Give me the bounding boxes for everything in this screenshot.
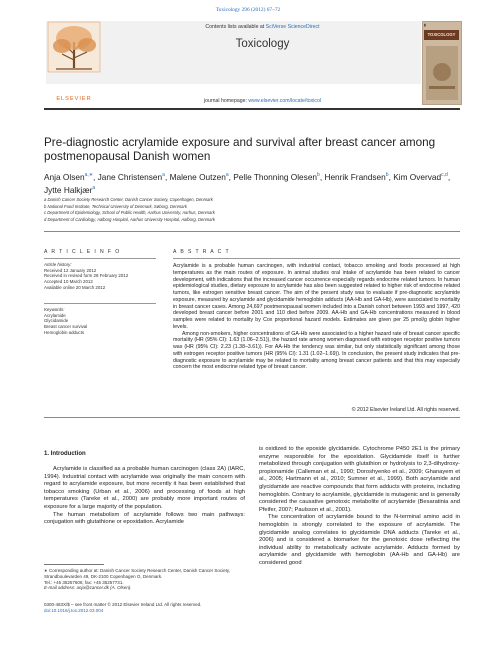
contents-line <box>104 24 421 30</box>
author-name: Malene Outzen <box>169 171 226 182</box>
author-affiliation-mark[interactable]: a <box>225 172 229 178</box>
keywords-rule <box>44 303 156 304</box>
affiliation-line: c Department of Epidemiology, School of Public Health, Aarhus University, Aarhus, Denmark <box>44 210 215 216</box>
abstract-paragraph: Among non-smokers, higher concentrations of GA-Hb were associated to a higher hazard rate of breast cancer specific mortality (HR (95% CI): 1.63 (1.06–2.51)), the hazard rate among women diagnosed with estrogen receptor positive tumors was (HR (95% CI): 2.23 (1.38–3.61)). For AA-Hb the tendency was similar, but only statistically significant among those with estrogen receptor positive tumors (HR (95% CI): 1.31 (1.02–1.69)). In conclusion, the present study indicates that pre-diagnostic exposure to acrylamide may be related to mortality among breast cancer patients and that this may especially concern the most endocrine related type of breast cancer. <box>173 330 460 371</box>
abstract-text <box>173 263 460 371</box>
journal-name: Toxicology <box>235 38 290 50</box>
body-column-right <box>259 446 460 568</box>
sciencedirect-link[interactable]: SciVerse ScienceDirect <box>265 24 320 30</box>
history-item: Received 12 January 2012 <box>44 267 97 273</box>
article-info-rule <box>44 258 156 259</box>
keywords-block <box>44 307 156 336</box>
author-affiliation-mark[interactable]: b <box>385 172 389 178</box>
history-item: Available online 20 March 2012 <box>44 284 106 290</box>
body-column-left <box>44 466 245 527</box>
footnote-line: ∗ Corresponding author at: Danish Cancer Society Research Center, Danish Cancer Society, Strandboulevarden 49, DK-2100 Copenhagen O, Denmark. <box>44 568 231 579</box>
elsevier-logo-text: ELSEVIER <box>56 96 92 102</box>
article-history <box>44 262 156 291</box>
history-item: Accepted 10 March 2012 <box>44 279 93 285</box>
cover-title: TOXICOLOGY <box>424 30 459 40</box>
author-name: Anja Olsen <box>44 171 85 182</box>
affiliation-line: b National Food Institute, Technical University of Denmark, Søborg, Denmark <box>44 203 187 209</box>
journal-homepage-link[interactable]: www.elsevier.com/locate/toxicol <box>248 98 322 104</box>
author-list: Anja Olsen$^{a,∗}$, Jane Christensen$^a$, Malene Outzen$^a$, Pelle Thonning Olesen$^b$, Henrik Frandsen$^b$, Kim Overvad$^{c,d}$, Jytte Halkjær$^a$ <box>44 171 451 195</box>
keyword-item: Hemoglobin adducts <box>44 329 85 335</box>
section-heading-introduction: 1. Introduction <box>44 451 86 457</box>
abstract-rule <box>173 258 460 259</box>
contents-prefix: Contents lists available at <box>205 24 266 30</box>
footnote-line: Tel.: +45 35257606; fax: +45 35257731. <box>44 579 124 585</box>
history-items <box>44 268 156 291</box>
keyword-item: Glycidamide <box>44 318 69 324</box>
body-paragraph: is oxidized to the epoxide glycidamide. Cytochrome P450 2E1 is the primary enzyme responsible for the epoxidation. Glycidamide itself is further metabolized through conjugation with glutathion or hydrolysis to 2,3-dihydroxy-propionamide (Calleman et al., 1990; Doroshyenko et al., 2009; Ghanayem et al., 2005; Hartmann et al., 2010; Sumner et al., 1999). Both acrylamide and glycidamide are reactive compounds that form adducts with proteins, including hemoglobin. Contrary to acrylamide, glycidamide is mutagenic and is generally considered the causative genotoxic metabolite of acrylamide (Besaratinia and Pfeifer, 2007; Paulsson et al., 2001). <box>259 446 460 513</box>
body-paragraph: The concentration of acrylamide bound to the N-terminal amino acid in hemoglobin is strongly correlated to the exposure of acrylamide. The glycidamide analog correlates to glycidamide DNA adducts (Tareke et al., 2006) and is considered a biomarker for the genotoxic dose reflecting the individual ability to metabolically activate acrylamide. Adducts formed by acrylamide and glycidamide with hemoglobin (AA-Hb and GA-Hb) are considered good <box>259 514 460 566</box>
author-name: Jane Christensen <box>97 171 163 182</box>
author-affiliation-mark[interactable]: a <box>92 184 96 191</box>
history-label: Article history: <box>44 262 72 267</box>
footnote-rule <box>44 564 104 565</box>
keyword-item: Acrylamide <box>44 312 66 318</box>
cover-volume-mark: ▮ <box>424 23 426 27</box>
affiliation-line: d Department of Cardiology, Aalborg Hospital, Aarhus University Hospital, Aalborg, Denmark <box>44 216 215 222</box>
author-name: Pelle Thonning Olesen <box>233 171 318 182</box>
keyword-items <box>44 313 156 336</box>
body-paragraph: The human metabolism of acrylamide follows two main pathways: conjugation with glutathione or epoxidation. Acrylamide <box>44 511 245 526</box>
homepage-line <box>104 98 421 104</box>
issn-line: 0300-483X/$ – see front matter © 2012 Elsevier Ireland Ltd. All rights reserved. <box>44 602 202 607</box>
author-name: Kim Overvad <box>393 171 442 182</box>
journal-citation[interactable]: Toxicology 296 (2012) 67–72 <box>215 7 281 13</box>
homepage-prefix: journal homepage: <box>203 98 249 104</box>
copyright-line: © 2012 Elsevier Ireland Ltd. All rights reserved. <box>351 407 460 413</box>
article-title: Pre-diagnostic acrylamide exposure and survival after breast cancer among postmenopausal Danish women <box>44 136 436 163</box>
author-affiliation-mark[interactable]: a,∗ <box>84 172 93 178</box>
body-paragraph: Acrylamide is classified as a probable human carcinogen (class 2A) (IARC, 1994). Industrial contact with acrylamide was originally the main concern with regard to acrylamide exposure, but more recently it has been established that tobacco smoking (Urban et al., 2006) and processing of foods at high temperatures (Tareke et al., 2000) are probably more important routes of exposure for a large majority of the population. <box>44 466 245 510</box>
keyword-item: Breast cancer survival <box>44 324 88 330</box>
author-name: Jytte Halkjær <box>44 184 93 195</box>
author-affiliation-mark[interactable]: c,d <box>441 172 448 178</box>
header-rule <box>44 108 460 110</box>
author-affiliation-mark[interactable]: a <box>162 172 165 178</box>
issn-doi-block <box>44 602 245 614</box>
author-affiliation-mark[interactable]: b <box>317 172 320 178</box>
abstract-heading: A B S T R A C T <box>173 249 230 255</box>
title-divider <box>44 231 460 232</box>
affiliation-list <box>44 197 454 223</box>
article-info-heading: A R T I C L E I N F O <box>44 249 121 255</box>
elsevier-tree-logo <box>44 20 104 76</box>
history-item: Received in revised form 28 February 2012 <box>44 273 129 279</box>
abstract-divider <box>44 417 460 418</box>
affiliation-line: a Danish Cancer Society Research Center, Danish Cancer Society, Copenhagen, Denmark <box>44 197 213 202</box>
keywords-label: Keywords: <box>44 307 65 312</box>
abstract-paragraph: Acrylamide is a probable human carcinogen, with industrial contact, tobacco smoking and foods processed at high temperatures as the main routes of exposure. In animal studies oral intake of acrylamide has been related to cancer development, with indications that the increased cancer occurrence especially regards endocrine related tumors. In human epidemiological studies, dietary exposure to acrylamide has also been suggested related to higher risk of endocrine related tumors, like estrogen sensitive breast cancer. The aim of the present study was to evaluate if pre-diagnostic acrylamide exposure, measured by acrylamide and glycidamide hemoglobin adducts (AA-Hb and GA-Hb), were associated to mortality in breast cancer cases. Among 24,697 postmenopausal women included into a Danish cohort between 1993 and 1997, 420 developed breast cancer before 2001 and 110 died before 2009. AA-Hb and GA-Hb concentrations measured in blood samples were related to mortality by Cox proportional hazard models. Estimates are given per 25 pmol/g globin higher levels. <box>173 263 460 330</box>
corresponding-author-footnote <box>44 568 245 591</box>
footnote-email[interactable]: E-mail address: anja@cancer.dk (A. Olsen). <box>44 585 132 591</box>
author-name: Henrik Frandsen <box>324 171 386 182</box>
doi-link[interactable]: doi:10.1016/j.tox.2012.03.004 <box>44 607 104 613</box>
